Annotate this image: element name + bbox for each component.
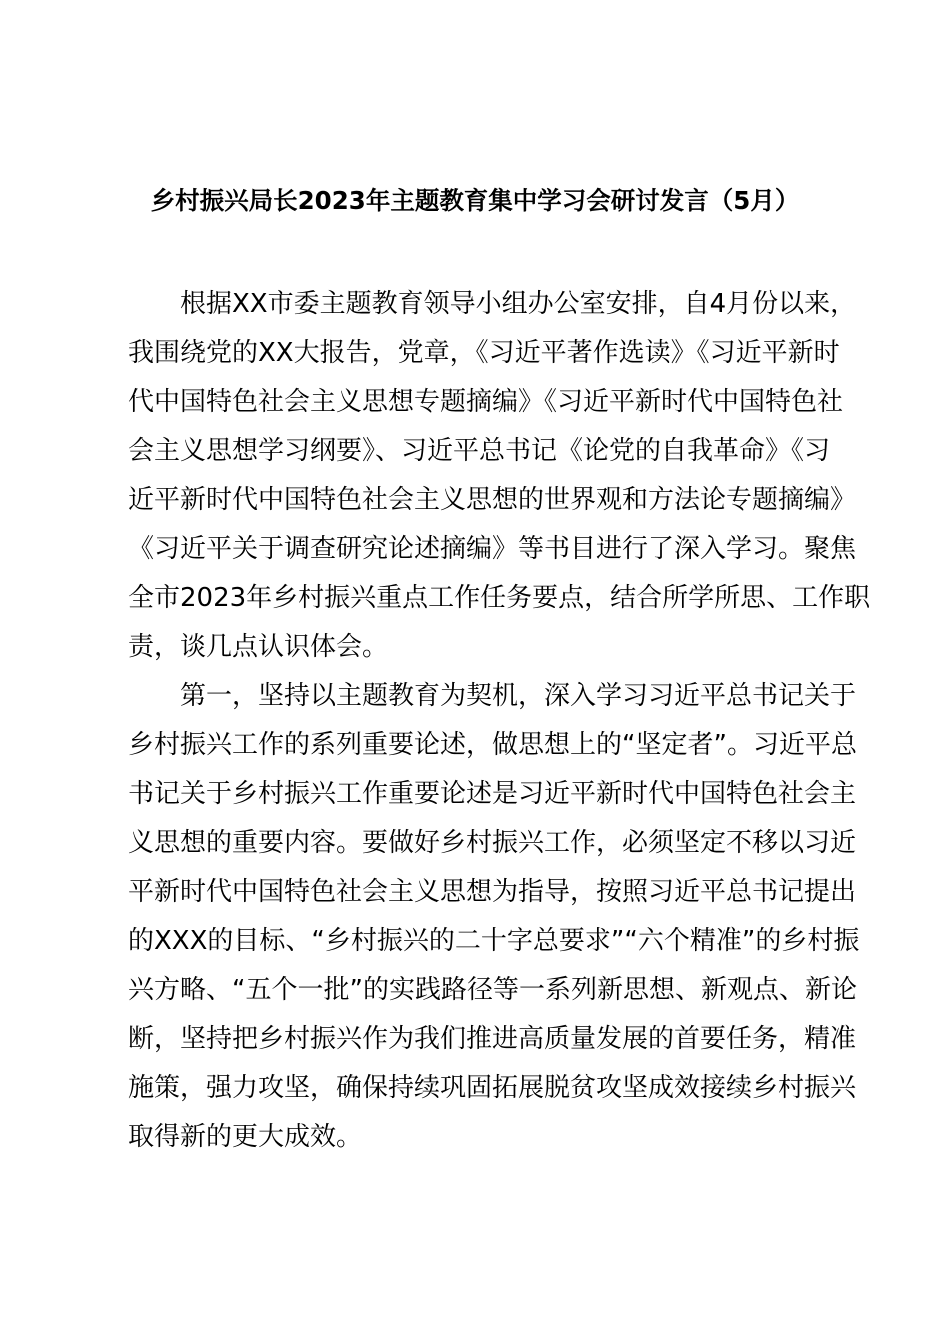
paragraph-line: 的XXX的目标、“乡村振兴的二十字总要求”“六个精准”的乡村振 — [128, 926, 860, 956]
paragraph-line: 我围绕党的XX大报告，党章，《习近平著作选读》《习近平新时 — [128, 338, 840, 368]
document-body — [128, 280, 871, 1162]
paragraph-line: 兴方略、“五个一批”的实践路径等一系列新思想、新观点、新论 — [128, 975, 857, 1005]
paragraph-line: 义思想的重要内容。要做好乡村振兴工作，必须坚定不移以习近 — [128, 828, 857, 858]
paragraph-line: 全市2023年乡村振兴重点工作任务要点，结合所学所思、工作职 — [128, 583, 871, 613]
paragraph-2 — [128, 672, 860, 1162]
paragraph-line: 书记关于乡村振兴工作重要论述是习近平新时代中国特色社会主 — [128, 779, 857, 809]
paragraph-1 — [128, 280, 871, 672]
paragraph-line: 责，谈几点认识体会。 — [128, 632, 389, 662]
paragraph-line: 近平新时代中国特色社会主义思想的世界观和方法论专题摘编》 — [128, 485, 857, 515]
paragraph-line: 平新时代中国特色社会主义思想为指导，按照习近平总书记提出 — [128, 877, 857, 907]
paragraph-line: 会主义思想学习纲要》、习近平总书记《论党的自我革命》《习 — [128, 436, 831, 466]
paragraph-line: 《习近平关于调查研究论述摘编》等书目进行了深入学习。聚焦 — [128, 534, 857, 564]
paragraph-line: 施策，强力攻坚，确保持续巩固拓展脱贫攻坚成效接续乡村振兴 — [128, 1073, 857, 1103]
paragraph-line: 乡村振兴工作的系列重要论述，做思想上的“坚定者”。习近平总 — [128, 730, 857, 760]
paragraph-line: 根据XX市委主题教育领导小组办公室安排，自4月份以来， — [180, 289, 857, 319]
paragraph-line: 第一，坚持以主题教育为契机，深入学习习近平总书记关于 — [180, 681, 857, 711]
paragraph-line: 断，坚持把乡村振兴作为我们推进高质量发展的首要任务，精准 — [128, 1024, 857, 1054]
paragraph-line: 取得新的更大成效。 — [128, 1122, 363, 1152]
document-title: 乡村振兴局长2023年主题教育集中学习会研讨发言（5月） — [150, 186, 800, 215]
paragraph-line: 代中国特色社会主义思想专题摘编》《习近平新时代中国特色社 — [128, 387, 844, 417]
